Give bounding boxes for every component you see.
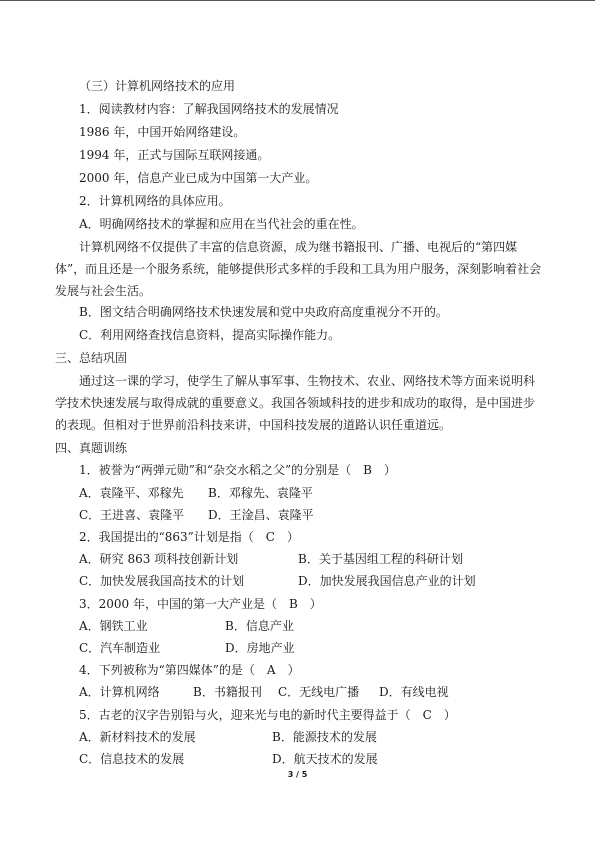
option-c: C．汽车制造业 (79, 641, 161, 655)
point-a: A．明确网络技术的掌握和应用在当代社会的重在性。 (79, 217, 364, 231)
question-stem-1: 1．被誉为“两弹元勋”和“杂交水稻之父”的分别是（ B ） (79, 463, 396, 477)
question-4-options-row (79, 685, 449, 699)
option-a: A．袁隆平、邓稼先 (79, 486, 184, 500)
point-c: C．利用网络查找信息资料，提高实际操作能力。 (79, 328, 341, 342)
option-b: B．能源技术的发展 (272, 730, 377, 744)
timeline-2000: 2000 年，信息产业已成为中国第一大产业。 (79, 171, 318, 185)
timeline-1986: 1986 年，中国开始网络建设。 (79, 125, 246, 139)
question-5-options-row (79, 752, 378, 766)
summary-heading: 三、总结巩固 (55, 351, 128, 365)
option-d: D．有线电视 (379, 685, 449, 699)
question-1-options-row (79, 486, 313, 500)
paragraph-line: 体”，而且还是一个服务系统，能够提供形式多样的手段和工具为用户服务，深刻影响着社会 (55, 262, 542, 276)
paragraph-line: 计算机网络不仅提供了丰富的信息资源，成为继书籍报刊、广播、电视后的“第四媒 (79, 240, 518, 254)
question-stem-5: 5．古老的汉字告别铅与火，迎来光与电的新时代主要得益于（ C ） (79, 708, 456, 722)
option-a: A．研究 863 项科技创新计划 (79, 552, 239, 566)
option-d: D．航天技术的发展 (272, 752, 378, 766)
timeline-1994: 1994 年，正式与国际互联网接通。 (79, 148, 270, 162)
option-a: A．计算机网络 (79, 685, 160, 699)
option-c: C．王进喜、袁隆平 (79, 508, 185, 522)
point-b: B．图文结合明确网络技术快速发展和党中央政府高度重视分不开的。 (79, 305, 448, 319)
question-2-options-row (79, 574, 476, 588)
question-5-options-row (79, 730, 377, 744)
paragraph-line: 通过这一课的学习，使学生了解从事军事、生物技术、农业、网络技术等方面来说明科 (79, 374, 536, 388)
item-network-applications: 2．计算机网络的具体应用。 (79, 194, 231, 208)
option-d: D．房地产业 (225, 641, 295, 655)
option-a: A．新材料技术的发展 (79, 730, 196, 744)
option-a: A．钢铁工业 (79, 619, 148, 633)
question-3-options-row (79, 641, 295, 655)
option-b: B．关于基因组工程的科研计划 (298, 552, 463, 566)
section-heading-network-application: （三）计算机网络技术的应用 (79, 79, 236, 93)
item-read-textbook: 1．阅读教材内容：了解我国网络技术的发展情况 (79, 102, 339, 116)
option-d: D．加快发展我国信息产业的计划 (298, 574, 476, 588)
option-c: C．信息技术的发展 (79, 752, 185, 766)
option-c: C．无线电广播 (278, 685, 360, 699)
question-stem-4: 4．下列被称为“第四媒体”的是（ A ） (79, 663, 300, 677)
paragraph-line: 发展与社会生活。 (55, 284, 152, 298)
option-d: D．王淦昌、袁隆平 (208, 508, 314, 522)
question-stem-3: 3．2000 年，中国的第一大产业是（ B ） (79, 597, 322, 611)
question-2-options-row (79, 552, 463, 566)
question-3-options-row (79, 619, 294, 633)
question-1-options-row (79, 508, 314, 522)
option-c: C．加快发展我国高技术的计划 (79, 574, 245, 588)
option-b: B．信息产业 (225, 619, 294, 633)
paragraph-line: 学技术快速发展与取得成就的重要意义。我国各领域科技的进步和成功的取得，是中国进步 (55, 396, 536, 410)
paragraph-line: 的表现。但相对于世界前沿科技来讲，中国科技发展的道路认识任重道远。 (55, 418, 452, 432)
page-top-border (0, 0, 595, 1)
option-b: B．书籍报刊 (193, 685, 262, 699)
exercises-heading: 四、真题训练 (55, 441, 128, 455)
option-b: B．邓稼先、袁隆平 (208, 486, 313, 500)
page-number: 3 / 5 (287, 770, 308, 779)
question-stem-2: 2．我国提出的“863”计划是指（ C ） (79, 530, 299, 544)
